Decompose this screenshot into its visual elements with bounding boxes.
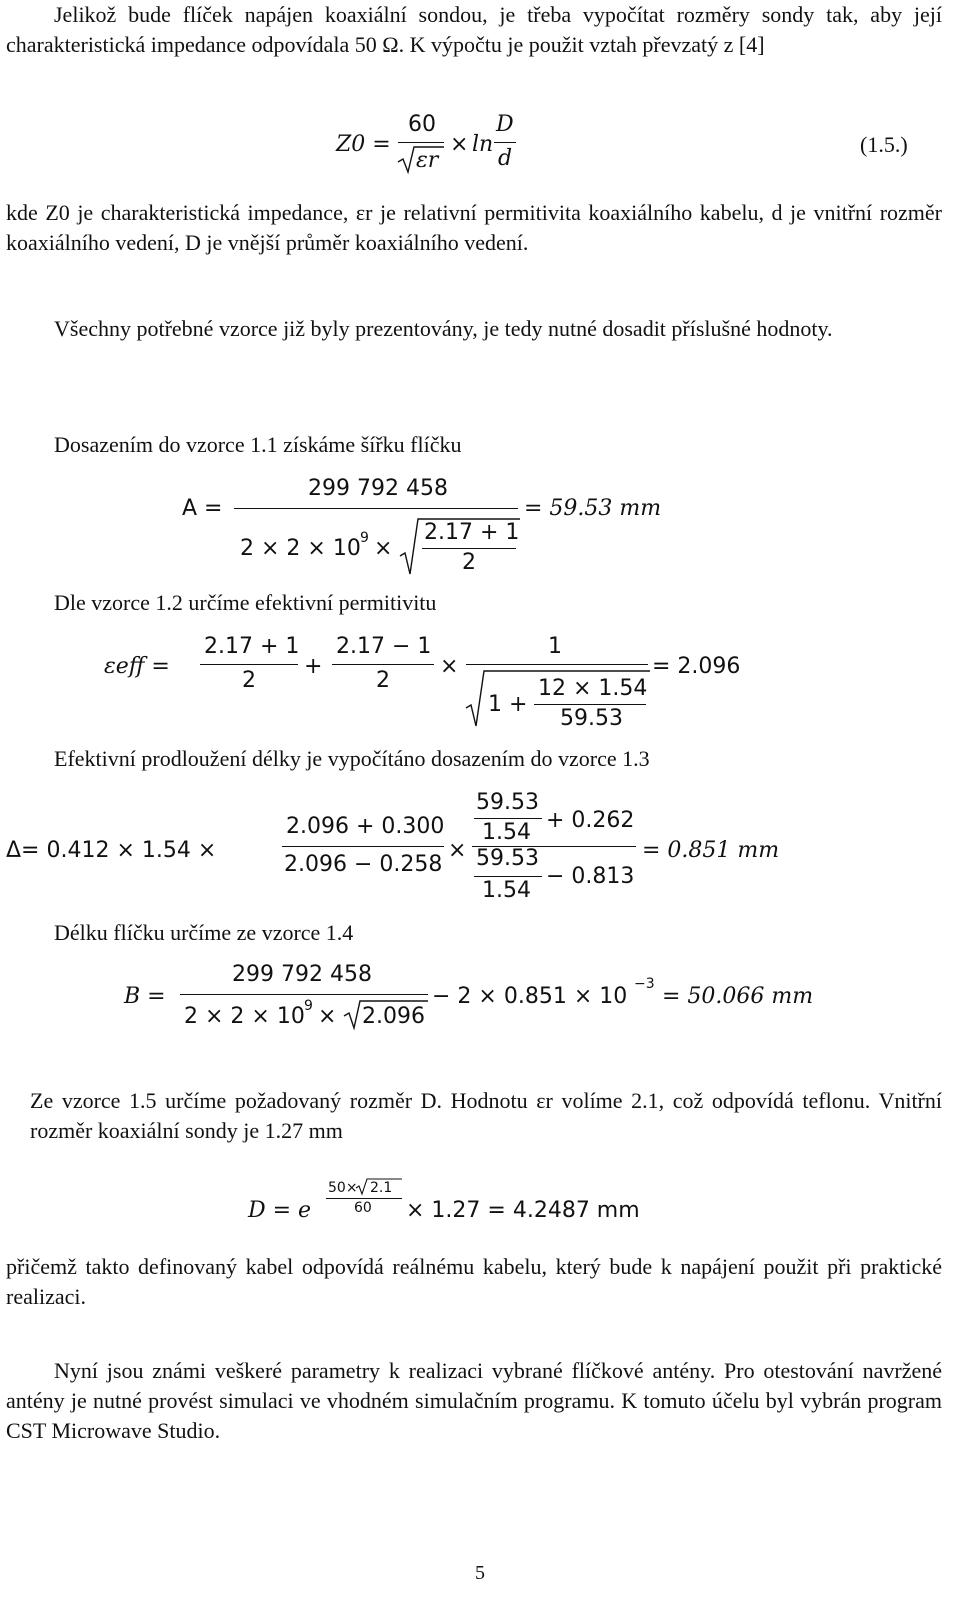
eq15-fraction-line <box>398 142 444 143</box>
page-number: 5 <box>475 1562 485 1584</box>
eq15-lhs: Z0 = <box>336 132 391 157</box>
eqD-a-num: 59.53 <box>476 790 539 815</box>
eqD-times: × <box>448 838 467 863</box>
eqDD-exp-rad: 2.1 <box>370 1180 393 1196</box>
eqD-a-den: 1.54 <box>482 820 531 845</box>
eqD-f-num: 2.096 + 0.300 <box>286 814 445 839</box>
eq15-label: (1.5.) <box>860 132 908 157</box>
eqA-rad-num: 2.17 + 1 <box>424 520 520 545</box>
eqD-b-line <box>474 876 542 877</box>
eqA-num: 299 792 458 <box>308 476 448 501</box>
eqE-lhs: εeff = <box>104 654 170 679</box>
paragraph-pricemz: přičemž takto definovaný kabel odpovídá reálnému kabelu, který bude k napájení použit při praktické realizaci. <box>6 1254 942 1309</box>
eqE-f1-den: 2 <box>242 668 256 693</box>
eqE-f1-num: 2.17 + 1 <box>204 634 300 659</box>
eqB-num: 299 792 458 <box>232 962 372 987</box>
eqDD-exp-num-a: 50× <box>328 1180 358 1196</box>
eqE-result: = 2.096 <box>652 654 741 679</box>
eqE-f3-num: 1 <box>548 634 562 659</box>
eqE-f1-line <box>200 664 298 665</box>
eqD-b-den: 1.54 <box>482 878 531 903</box>
paragraph-ze: Ze vzorce 1.5 určíme požadovaný rozměr D. Hodnotu εr volíme 2.1, což odpovídá teflonu. Vnitřní rozměr koaxiální sondy je 1.27 mm <box>30 1088 942 1143</box>
eqA-exp: 9 <box>360 530 369 546</box>
eqB-fraction-line <box>180 994 428 995</box>
line-delku: Délku flíčku určíme ze vzorce 1.4 <box>54 920 354 945</box>
line-dosazenim: Dosazením do vzorce 1.1 získáme šířku flíčku <box>54 432 462 457</box>
eqB-rad: 2.096 <box>362 1004 425 1029</box>
eqDD-exp-line <box>326 1198 402 1199</box>
eqB-result: = 50.066 mm <box>662 984 814 1009</box>
eqE-f2-line <box>332 664 434 665</box>
eqE-times: × <box>440 654 459 679</box>
eqD-b-sub: − 0.813 <box>546 864 635 889</box>
eqB-rest-exp: −3 <box>634 976 655 992</box>
eqB-times: × <box>318 1004 337 1029</box>
eqB-den-left: 2 × 2 × 10 <box>184 1004 305 1029</box>
eqE-in-line <box>534 704 646 705</box>
paragraph-nyni: Nyní jsou známi veškeré parametry k realizaci vybrané flíčkové antény. Pro otestování navržené antény je nutné provést simulaci ve vhodném simulačním programu. K tomuto účelu byl vybrán program CST Microwave Studio. <box>6 1358 942 1443</box>
eq15-frac-line <box>494 142 516 143</box>
eqD-b-num: 59.53 <box>476 846 539 871</box>
eqB-rest: − 2 × 0.851 × 10 <box>432 984 628 1009</box>
eqA-fraction-line <box>234 508 518 509</box>
eqB-exp: 9 <box>304 998 313 1014</box>
eqB-lhs: B = <box>124 984 166 1009</box>
paragraph-intro: Jelikož bude flíček napájen koaxiální sondou, je třeba vypočítat rozměry sondy tak, aby její charakteristická impedance odpovídala 50 Ω. K výpočtu je použit vztah převzatý z [4] <box>6 2 942 57</box>
line-efektivni: Efektivní prodloužení délky je vypočítáno dosazením do vzorce 1.3 <box>54 746 650 771</box>
eqD-f-den: 2.096 − 0.258 <box>284 852 443 877</box>
eqD-lhs: Δ= 0.412 × 1.54 × <box>6 838 217 863</box>
eq15-frac-num: D <box>496 112 514 137</box>
eqE-in-den: 59.53 <box>560 706 623 731</box>
eqA-lhs: A = <box>182 496 223 521</box>
eqD-a-add: + 0.262 <box>546 808 635 833</box>
eq15-den: εr <box>416 148 439 173</box>
paragraph-vsechny: Všechny potřebné vzorce již byly prezentovány, je tedy nutné dosadit příslušné hodnoty. <box>54 316 833 341</box>
eqE-plus: + <box>304 654 323 679</box>
eq15-ln: ln <box>472 132 494 157</box>
eqE-f3-line <box>466 664 648 665</box>
line-dle: Dle vzorce 1.2 určíme efektivní permitivitu <box>54 590 437 615</box>
eqD-result: = 0.851 mm <box>642 838 780 863</box>
eqA-result: = 59.53 mm <box>524 496 662 521</box>
eq15-times-icon: × <box>450 132 469 157</box>
eq15-frac-den: d <box>498 146 513 171</box>
eqDD-rest: × 1.27 = 4.2487 mm <box>406 1198 640 1223</box>
eqDD-exp-den: 60 <box>354 1200 372 1216</box>
eqE-in-num: 12 × 1.54 <box>538 676 648 701</box>
eqE-f2-den: 2 <box>376 668 390 693</box>
eqDD-lhs: D = e <box>248 1198 312 1223</box>
eqE-one-plus: 1 + <box>488 692 528 717</box>
eqD-f-line <box>282 846 444 847</box>
eq15-num: 60 <box>408 112 436 137</box>
eqA-times: × <box>374 536 393 561</box>
eqA-den-left: 2 × 2 × 10 <box>240 536 361 561</box>
eqD-a-line <box>474 818 542 819</box>
eqA-rad-line <box>422 548 516 549</box>
paragraph-kde: kde Z0 je charakteristická impedance, εr je relativní permitivita koaxiálního kabelu, d je vnitřní rozměr koaxiálního vedení, D je vnější průměr koaxiálního vedení. <box>6 200 942 255</box>
eqA-rad-den: 2 <box>462 550 476 575</box>
eqE-f2-num: 2.17 − 1 <box>336 634 432 659</box>
